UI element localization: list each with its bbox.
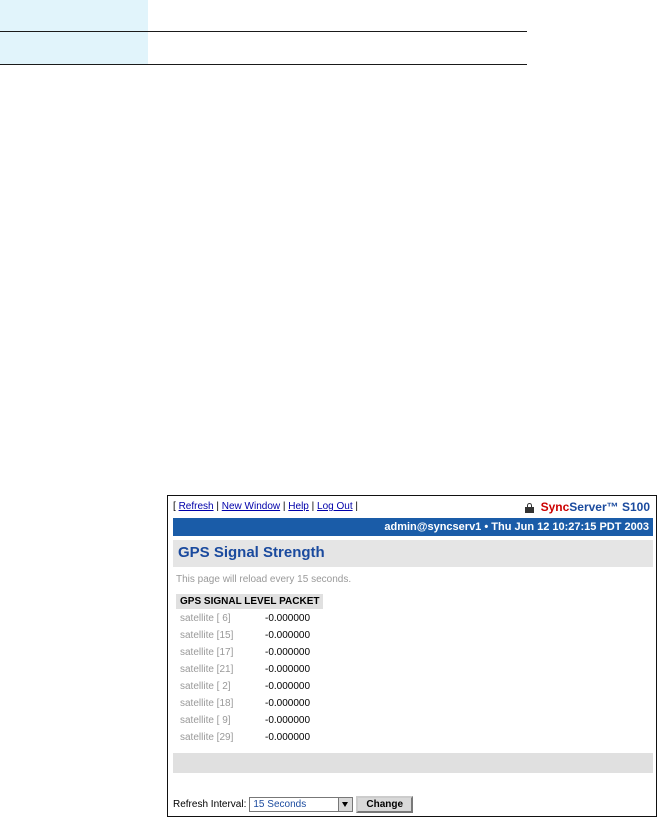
bracket: [: [173, 501, 176, 512]
chevron-down-icon[interactable]: [338, 798, 352, 811]
top-table-row: [0, 0, 527, 32]
satellite-label: satellite [ 2]: [180, 681, 231, 692]
screenshot-window: [167, 495, 657, 817]
brand-logo: [525, 500, 650, 514]
satellite-value: -0.000000: [265, 613, 311, 624]
list-item: [180, 715, 380, 732]
satellite-label: satellite [29]: [180, 732, 234, 743]
satellite-list: [180, 613, 380, 749]
satellite-value: -0.000000: [265, 715, 311, 726]
satellite-value: -0.000000: [265, 664, 311, 675]
satellite-value: -0.000000: [265, 647, 311, 658]
log-out-link[interactable]: Log Out: [317, 501, 353, 512]
list-item: [180, 630, 380, 647]
satellite-label: satellite [15]: [180, 630, 234, 641]
list-item: [180, 698, 380, 715]
brand-sync: Sync: [540, 500, 570, 514]
top-table-header-cell: [0, 32, 148, 64]
top-table-row: [0, 32, 527, 65]
satellite-label: satellite [18]: [180, 698, 234, 709]
top-table: [0, 0, 527, 65]
refresh-interval-select[interactable]: [249, 797, 353, 812]
list-item: [180, 664, 380, 681]
satellite-label: satellite [ 6]: [180, 613, 231, 624]
new-window-link[interactable]: New Window: [221, 501, 281, 512]
packet-header: GPS SIGNAL LEVEL PACKET: [176, 594, 323, 609]
user-status-bar: admin@syncserv1 • Thu Jun 12 10:27:15 PDT 2003: [173, 518, 653, 536]
satellite-value: -0.000000: [265, 630, 311, 641]
satellite-value: -0.000000: [265, 732, 311, 743]
reload-note: This page will reload every 15 seconds.: [176, 574, 352, 585]
separator: |: [311, 501, 315, 512]
refresh-interval-form: [173, 796, 413, 813]
toolbar-links: [173, 501, 358, 512]
list-item: [180, 647, 380, 664]
refresh-interval-label: Refresh Interval:: [173, 799, 247, 810]
brand-server: Server™ S100: [569, 500, 650, 514]
selected-interval: 15 Seconds: [253, 799, 307, 810]
satellite-label: satellite [ 9]: [180, 715, 231, 726]
footer-bar: [173, 753, 653, 773]
page-title-bar: [173, 540, 653, 567]
page-title: GPS Signal Strength: [178, 544, 325, 561]
top-table-header-cell: [0, 0, 148, 31]
refresh-link[interactable]: Refresh: [178, 501, 214, 512]
satellite-value: -0.000000: [265, 681, 311, 692]
list-item: [180, 613, 380, 630]
satellite-value: -0.000000: [265, 698, 311, 709]
satellite-label: satellite [21]: [180, 664, 234, 675]
list-item: [180, 681, 380, 698]
satellite-label: satellite [17]: [180, 647, 234, 658]
separator: |: [282, 501, 286, 512]
separator: |: [355, 501, 359, 512]
list-item: [180, 732, 380, 749]
help-link[interactable]: Help: [288, 501, 309, 512]
lock-icon: [525, 503, 534, 512]
change-button[interactable]: Change: [356, 796, 413, 813]
separator: |: [216, 501, 219, 512]
